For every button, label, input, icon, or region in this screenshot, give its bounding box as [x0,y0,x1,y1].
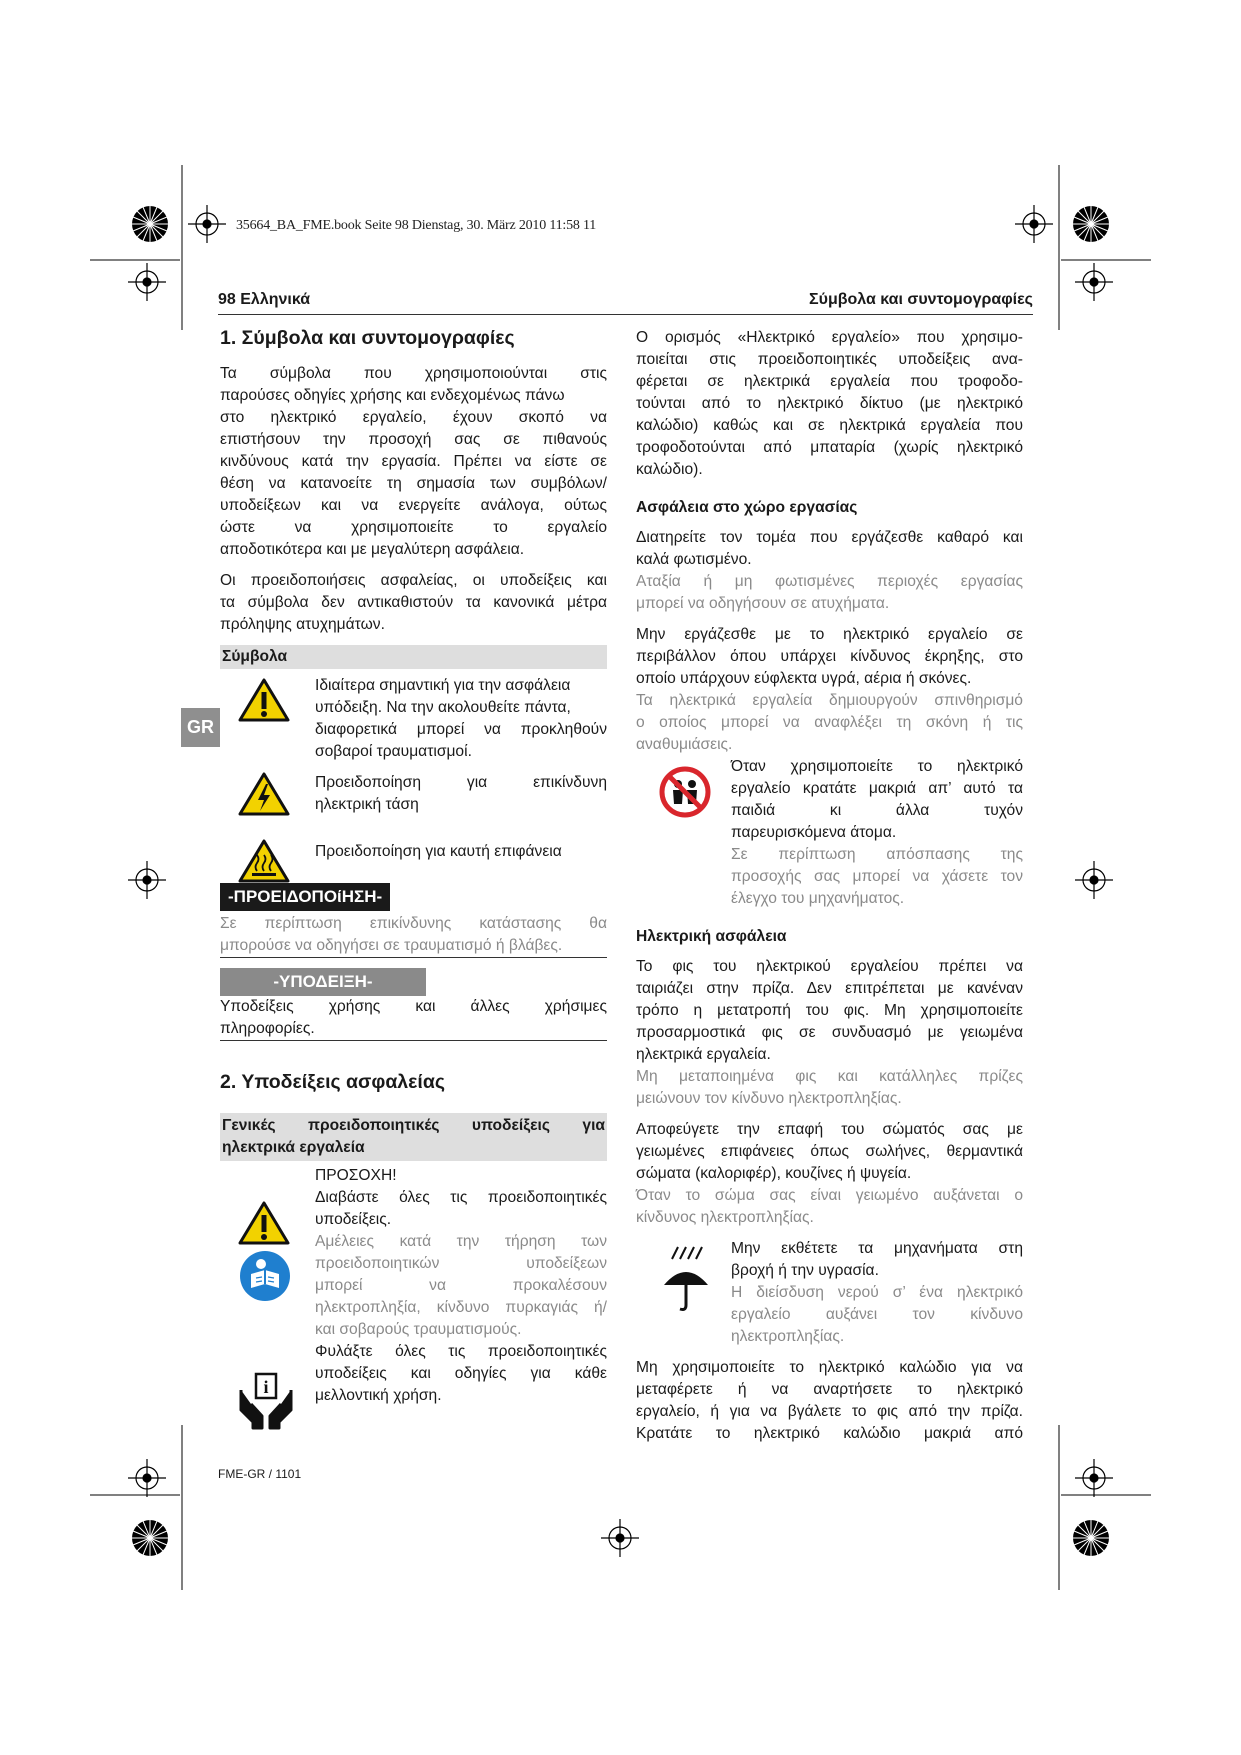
keep-instructions-icon [237,1372,295,1430]
read-manual-icon [239,1250,291,1302]
definition-paragraph: Ο ορισμός «Ηλεκτρικό εργαλείο» που χρησιμο- ποιείται στις προειδοποιητικές υποδείξεις ανα- φέρεται σε ηλεκτρικά εργαλεία που τροφοδο- τούνται από το ηλεκτρικό δίκτυο (με ηλεκτρικό καλώδιο) καθώς και σε ηλεκτρικά εργαλεία που τροφοδοτούνται από μπαταρία (χωρίς ηλεκτρικό καλώδιο). [636,329,1023,478]
header-rule [218,314,1033,315]
workplace-explosion: Μην εργάζεσθε με το ηλεκτρικό εργαλείο σε περιβάλλον όπου υπάρχει κίνδυνος έκρηξης, στο οποίο υπάρχουν εύφλεκτα υγρά, αέρια ή σκόνες. Τα ηλεκτρικά εργαλεία δημιουργούν σπινθηρισμό ο οποίος μπορεί να αναφλέξει τη σκόνη ή τις αναθυμιάσεις. [636,626,1023,753]
general-warnings-text: ΠΡΟΣΟΧΗ! Διαβάστε όλες τις προειδοποιητικές υποδείξεις. Αμέλειες κατά την τήρηση των προειδοποιητικών υποδείξεων μπορεί να προκαλέσουν ηλεκτροπληξία, κίνδυνο πυρκαγιάς ή/ και σοβαρούς τραυματισμούς. Φυλάξτε όλες τις προειδοποιητικές υποδείξεις και οδηγίες για κάθε μελλοντική χρήση. [315,1167,607,1404]
symbols-heading: Σύμβολα [220,645,607,669]
header-right: Σύμβολα και συντομογραφίες [809,291,1033,308]
warning-triangle-icon [238,677,290,723]
note-text: Υποδείξεις χρήσης και άλλες χρήσιμες πληροφορίες. [220,998,607,1037]
section-1-note: Οι προειδοποιήσεις ασφαλείας, οι υποδείξεις και τα σύμβολα δεν αντικαθιστούν τα κανονικά μέτρα πρόληψης ατυχημάτων. [220,572,607,633]
section-2-title: 2. Υποδείξεις ασφαλείας [220,1071,445,1093]
symbol-voltage: Προειδοποίηση για επικίνδυνη ηλεκτρική τάση [315,774,607,813]
electrical-plug: Το φις του ηλεκτρικού εργαλείου πρέπει να ταιριάζει στην πρίζα. Δεν επιτρέπεται με κανέναν τρόπο η μετατροπή του φις. Μη χρησιμοποιείτε προσαρμοστικά φις σε συνδυασμό με γειωμένα ηλεκτρικά εργαλεία. Μη μεταποιημένα φις και κατάλληλες πρίζες μειώνουν τον κίνδυνο ηλεκτροπληξίας. [636,958,1023,1107]
note-label: -ΥΠΟΔΕΙΞΗ- [220,968,426,996]
keep-children-away-icon [659,766,711,818]
workplace-safety-heading: Ασφάλεια στο χώρο εργασίας [636,499,858,516]
section-1-intro: Τα σύμβολα που χρησιμοποιούνται στις παρούσες οδηγίες χρήσης και ενδεχομένως πάνω στο ηλεκτρικό εργαλείο, έχουν σκοπό να επιστήσουν την προσοχή σας σε πιθανούς κινδύνους κατά την εργασία. Πρέπει να είστε σε θέση να κατανοείτε τη σημασία των συμβόλων/ υποδείξεων και να ενεργείτε ανάλογα, ούτως ώστε να χρησιμοποιείτε το εργαλείο αποδοτικότερα και με μεγαλύτερη ασφάλεια. [220,365,607,558]
warning-rule [220,957,607,968]
electrical-safety-heading: Ηλεκτρική ασφάλεια [636,928,787,945]
section-1-title: 1. Σύμβολα και συντομογραφίες [220,327,515,349]
voltage-warning-icon [238,771,290,817]
warning-text: Σε περίπτωση επικίνδυνης κατάστασης θα μπορούσε να οδηγήσει σε τραυματισμό ή βλάβες. [220,915,607,954]
hot-surface-icon [238,838,290,884]
workplace-clean: Διατηρείτε τον τομέα που εργάζεσθε καθαρό και καλά φωτισμένο. Αταξία ή μη φωτισμένες περιοχές εργασίας μπορεί να οδηγήσουν σε ατυχήματα. [636,529,1023,612]
general-warnings-heading: Γενικές προειδοποιητικές υποδείξεις για ηλεκτρικά εργαλεία [220,1113,607,1161]
footer-code: FME-GR / 1101 [218,1467,302,1481]
no-rain-umbrella-icon [660,1245,712,1313]
language-tab: GR [181,708,220,747]
workplace-children: Όταν χρησιμοποιείτε το ηλεκτρικό εργαλείο κρατάτε μακριά απ’ αυτό τα παιδιά κι άλλα τυχόν παρευρισκόμενα άτομα. Σε περίπτωση απόσπασης της προσοχής σας μπορεί να χάσετε τον έλεγχο του μηχανήματος. [731,758,1023,907]
svg-text:i: i [263,1377,269,1397]
warning-label: -ΠΡΟΕΙΔΟΠΟίΗΣΗ- [220,883,390,911]
print-slug: 35664_BA_FME.book Seite 98 Dienstag, 30. März 2010 11:58 11 [236,218,597,233]
electrical-cable: Μη χρησιμοποιείτε το ηλεκτρικό καλώδιο για να μεταφέρετε ή να αναρτήσετε το ηλεκτρικό εργαλείο, ή για να βγάλετε το φις από την πρίζα. Κρατάτε το ηλεκτρικό καλώδιο μακριά από [636,1359,1023,1442]
attention-triangle-icon [238,1200,290,1246]
electrical-rain: Μην εκθέτετε τα μηχανήματα στη βροχή ή την υγρασία. Η διείσδυση νερού σ’ ένα ηλεκτρικό εργαλείο αυξάνει τον κίνδυνο ηλεκτροπληξίας. [731,1240,1023,1345]
electrical-grounding: Αποφεύγετε την επαφή του σώματός σας με γειωμένες επιφάνειες όπως σωλήνες, θερμαντικά σώματα (καλοριφέρ), κουζίνες ή ψυγεία. Όταν το σώμα σας είναι γειωμένο αυξάνεται ο κίνδυνος ηλεκτροπληξίας. [636,1121,1023,1226]
note-rule [220,1040,607,1071]
header-left: 98 Ελληνικά [218,291,311,308]
symbol-important: Ιδιαίτερα σημαντική για την ασφάλεια υπόδειξη. Να την ακολουθείτε πάντα, διαφορετικά μπορεί να προκληθούν σοβαροί τραυματισμοί. [315,677,607,760]
symbol-hot-surface: Προειδοποίηση για καυτή επιφάνεια [315,843,562,860]
